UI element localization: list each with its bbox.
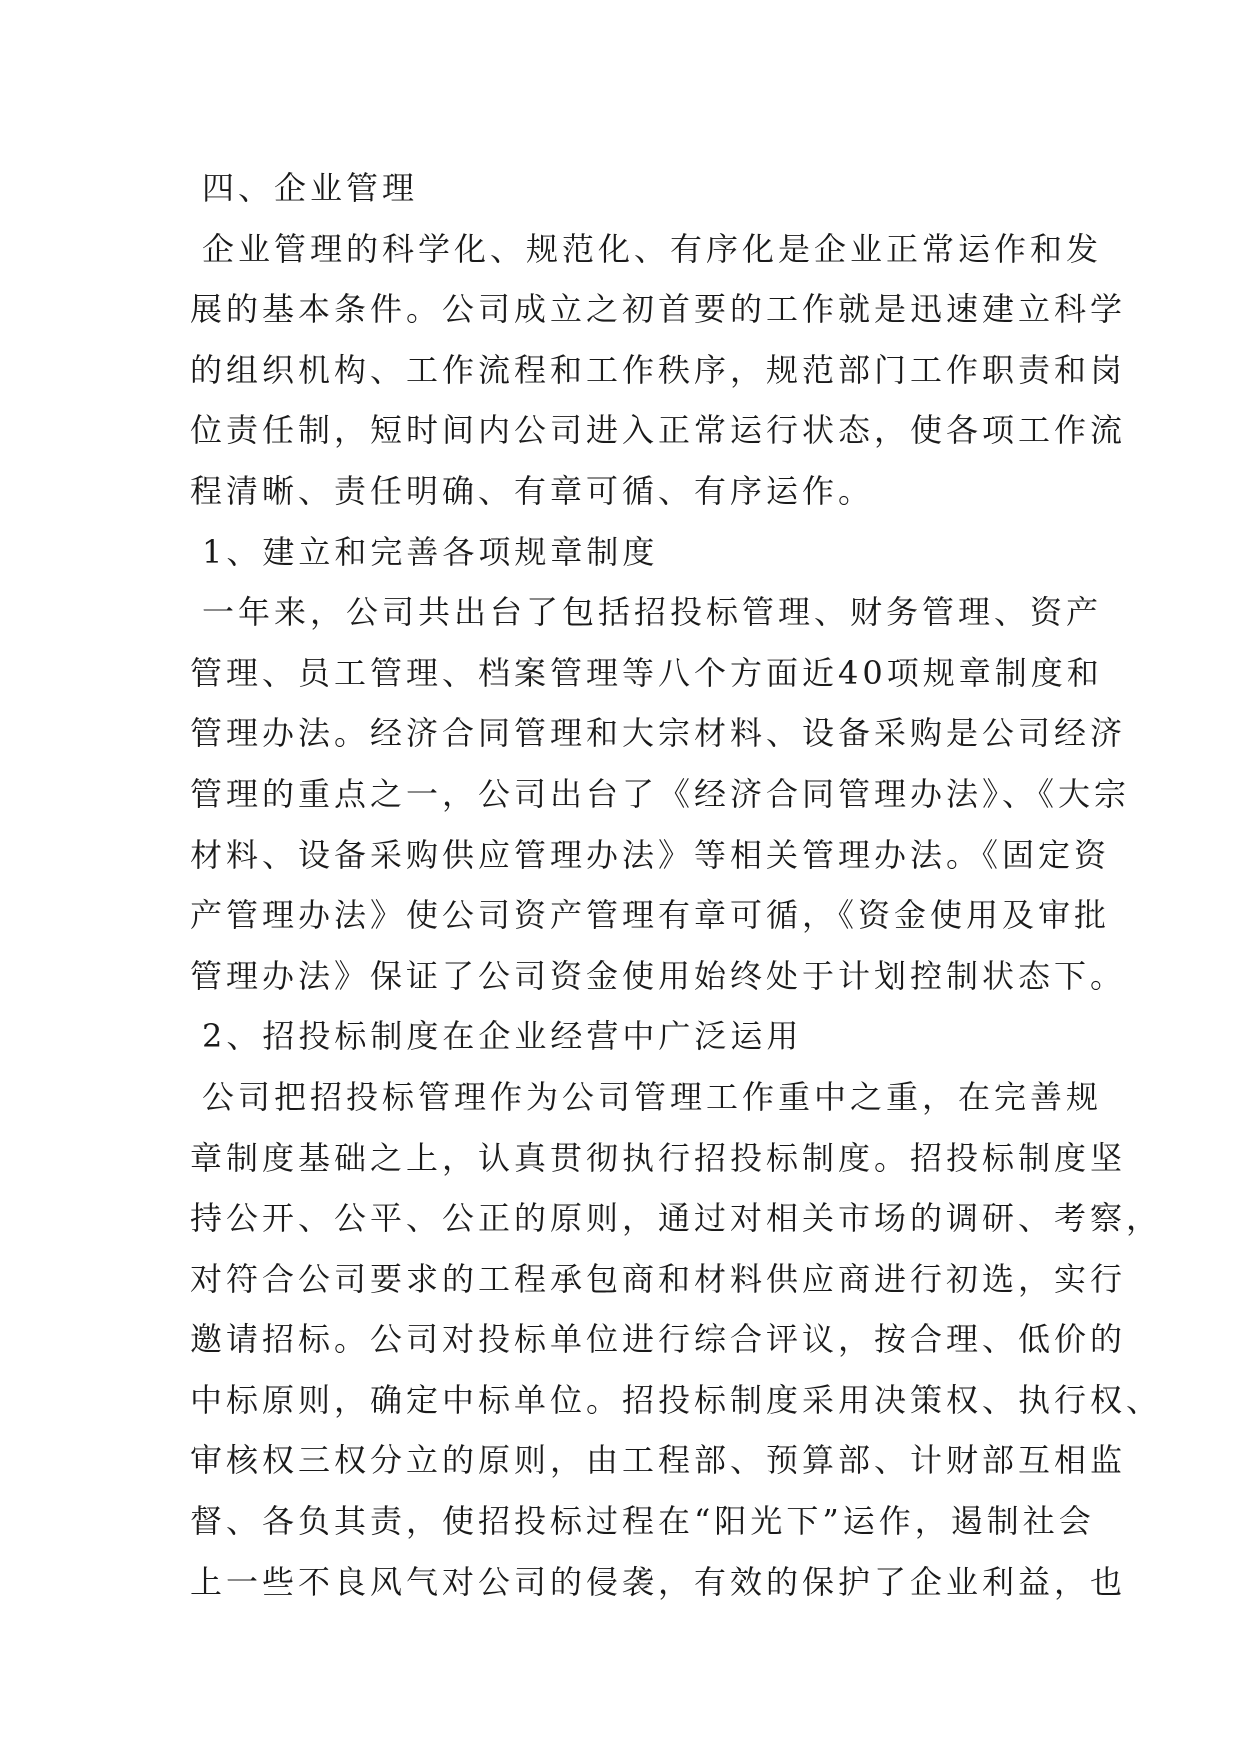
text-line: 公司把招投标管理作为公司管理工作重中之重，在完善规: [202, 1077, 1103, 1116]
text-line: 一年来，公司共出台了包括招投标管理、财务管理、资产: [202, 593, 1103, 632]
text-line: 企业管理的科学化、规范化、有序化是企业正常运作和发: [202, 229, 1103, 268]
text-line: 1、建立和完善各项规章制度: [202, 532, 659, 571]
text-line: 管理办法》保证了公司资金使用始终处于计划控制状态下。: [190, 956, 1127, 995]
text-line: 管理的重点之一，公司出台了《经济合同管理办法》、《大宗: [190, 774, 1131, 813]
text-line: 管理、员工管理、档案管理等八个方面近40项规章制度和: [190, 653, 1103, 692]
text-line: 位责任制，短时间内公司进入正常运行状态，使各项工作流: [190, 411, 1127, 450]
text-line: 产管理办法》使公司资产管理有章可循，《资金使用及审批: [190, 896, 1111, 935]
text-line: 程清晰、责任明确、有章可循、有序运作。: [190, 471, 875, 510]
text-line: 持公开、公平、公正的原则，通过对相关市场的调研、考察，: [190, 1199, 1163, 1238]
text-line: 展的基本条件。公司成立之初首要的工作就是迅速建立科学: [190, 290, 1127, 329]
text-line: 章制度基础之上，认真贯彻执行招投标制度。招投标制度坚: [190, 1138, 1127, 1177]
text-line: 四、企业管理: [202, 169, 419, 207]
text-line: 审核权三权分立的原则，由工程部、预算部、计财部互相监: [190, 1441, 1127, 1480]
text-line: 的组织机构、工作流程和工作秩序，规范部门工作职责和岗: [190, 350, 1127, 389]
document-body: [190, 158, 1163, 1612]
text-line: 上一些不良风气对公司的侵袭，有效的保护了企业利益，也: [190, 1562, 1127, 1601]
text-line: 材料、设备采购供应管理办法》等相关管理办法。《固定资: [190, 835, 1111, 874]
text-line: 管理办法。经济合同管理和大宗材料、设备采购是公司经济: [190, 714, 1127, 753]
text-line: 对符合公司要求的工程承包商和材料供应商进行初选，实行: [190, 1259, 1127, 1298]
text-line: 邀请招标。公司对投标单位进行综合评议，按合理、低价的: [190, 1320, 1127, 1359]
text-line: 2、招投标制度在企业经营中广泛运用: [202, 1017, 803, 1056]
text-line: 中标原则，确定中标单位。招投标制度采用决策权、执行权、: [190, 1380, 1163, 1419]
text-line: 督、各负其责，使招投标过程在“阳光下”运作，遏制社会: [190, 1502, 1095, 1541]
